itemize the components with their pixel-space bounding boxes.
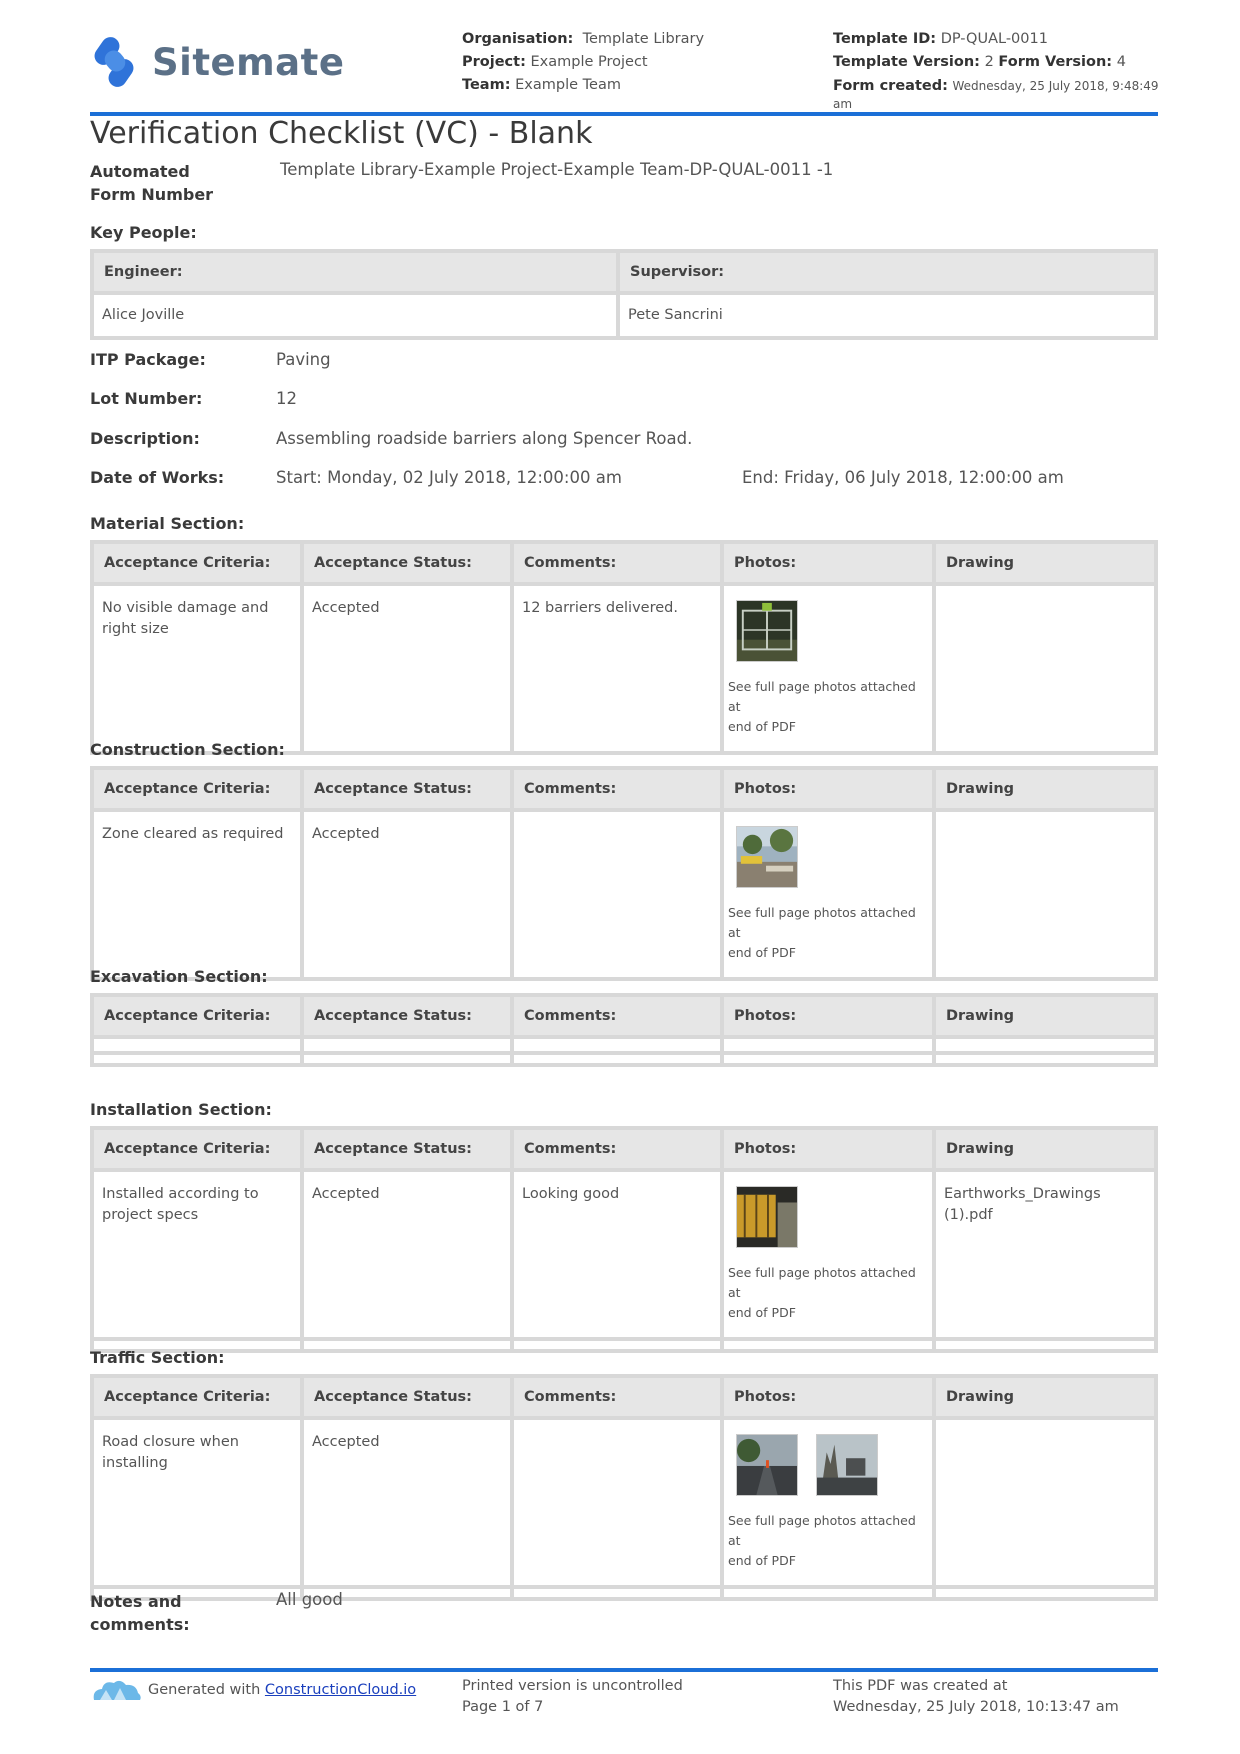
photo-thumbnail[interactable] — [736, 1434, 798, 1496]
team-value: Example Team — [515, 77, 621, 93]
status-cell: Accepted — [302, 1418, 512, 1587]
form-version-value: 4 — [1116, 54, 1126, 70]
col-photos: Photos: — [722, 1128, 934, 1170]
col-drawing: Drawing — [934, 542, 1156, 584]
lot-number-value: 12 — [276, 389, 297, 408]
page-number: Page 1 of 7 — [462, 1699, 544, 1715]
col-photos: Photos: — [722, 1376, 934, 1418]
col-drawing: Drawing — [934, 1128, 1156, 1170]
col-photos: Photos: — [722, 995, 934, 1037]
generated-prefix: Generated with — [148, 1681, 261, 1698]
header-template-info — [833, 28, 1163, 113]
photo-thumbnail[interactable] — [736, 826, 798, 888]
sitemate-logo-icon — [92, 32, 138, 92]
organisation-value: Template Library — [582, 31, 705, 47]
pdf-created-line2: Wednesday, 25 July 2018, 10:13:47 am — [833, 1699, 1119, 1715]
date-of-works-label: Date of Works: — [90, 468, 225, 487]
template-version-value: 2 — [984, 54, 994, 70]
construction-cloud-link[interactable]: ConstructionCloud.io — [264, 1681, 417, 1698]
col-acceptance-criteria: Acceptance Criteria: — [92, 1128, 302, 1170]
key-people-table — [90, 249, 1158, 340]
status-cell: Accepted — [302, 810, 512, 979]
table-row — [92, 584, 1156, 753]
engineer-label: Engineer: — [92, 251, 618, 293]
photo-thumbnail[interactable] — [736, 600, 798, 662]
supervisor-value: Pete Sancrini — [618, 293, 1156, 338]
itp-package-label: ITP Package: — [90, 350, 206, 369]
organisation-label: Organisation: — [462, 31, 574, 47]
col-acceptance-status: Acceptance Status: — [302, 768, 512, 810]
end-date-value: End: Friday, 06 July 2018, 12:00:00 am — [742, 468, 1064, 487]
form-number-label — [90, 160, 213, 206]
photos-cell — [722, 584, 934, 753]
criteria-cell: No visible damage and right size — [92, 584, 302, 753]
team-label: Team: — [462, 77, 511, 93]
table-row — [92, 1418, 1156, 1587]
table-row — [92, 1170, 1156, 1339]
material-section-heading: Material Section: — [90, 514, 245, 533]
criteria-cell: Zone cleared as required — [92, 810, 302, 979]
col-acceptance-criteria: Acceptance Criteria: — [92, 995, 302, 1037]
col-drawing: Drawing — [934, 768, 1156, 810]
form-number-label-line1: Automated — [90, 162, 190, 181]
photo-caption: See full page photos attached at end of PDF — [728, 1513, 916, 1568]
col-comments: Comments: — [512, 1376, 722, 1418]
drawing-cell — [934, 810, 1156, 979]
photo-caption: See full page photos attached at end of PDF — [728, 679, 916, 734]
col-comments: Comments: — [512, 542, 722, 584]
col-acceptance-status: Acceptance Status: — [302, 1128, 512, 1170]
drawing-cell — [934, 584, 1156, 753]
table-row — [92, 810, 1156, 979]
photos-cell — [722, 1170, 934, 1339]
lot-number-label: Lot Number: — [90, 389, 203, 408]
itp-package-value: Paving — [276, 350, 331, 369]
excavation-section-table — [90, 993, 1158, 1067]
header-project-info — [462, 28, 704, 97]
col-acceptance-status: Acceptance Status: — [302, 542, 512, 584]
photo-thumbnail[interactable] — [816, 1434, 878, 1496]
col-acceptance-criteria: Acceptance Criteria: — [92, 1376, 302, 1418]
installation-section-table — [90, 1126, 1158, 1353]
table-row — [92, 1053, 1156, 1065]
pdf-created-line1: This PDF was created at — [833, 1678, 1008, 1694]
key-people-heading: Key People: — [90, 223, 197, 242]
engineer-value: Alice Joville — [92, 293, 618, 338]
description-label: Description: — [90, 429, 200, 448]
comments-cell — [512, 810, 722, 979]
description-value: Assembling roadside barriers along Spencer Road. — [276, 429, 693, 448]
criteria-cell: Road closure when installing — [92, 1418, 302, 1587]
sitemate-logo — [92, 30, 352, 94]
notes-value: All good — [276, 1590, 343, 1609]
table-row — [92, 1037, 1156, 1053]
template-id-label: Template ID: — [833, 31, 937, 47]
construction-section-table — [90, 766, 1158, 981]
col-photos: Photos: — [722, 768, 934, 810]
photo-caption: See full page photos attached at end of PDF — [728, 905, 916, 960]
comments-cell — [512, 1418, 722, 1587]
footer-generated — [90, 1678, 416, 1702]
form-number-value: Template Library-Example Project-Example Team-DP-QUAL-0011 -1 — [280, 160, 834, 179]
col-photos: Photos: — [722, 542, 934, 584]
comments-cell: 12 barriers delivered. — [512, 584, 722, 753]
form-created-label: Form created: — [833, 78, 948, 94]
col-comments: Comments: — [512, 1128, 722, 1170]
col-acceptance-criteria: Acceptance Criteria: — [92, 768, 302, 810]
status-cell: Accepted — [302, 1170, 512, 1339]
col-comments: Comments: — [512, 995, 722, 1037]
drawing-cell[interactable]: Earthworks_Drawings (1).pdf — [934, 1170, 1156, 1339]
template-id-value: DP-QUAL-0011 — [940, 31, 1048, 47]
page-title: Verification Checklist (VC) - Blank — [90, 116, 593, 151]
form-created-value: Wednesday, 25 July 2018, 9:48:49 — [952, 79, 1159, 93]
footer-created-info — [833, 1676, 1119, 1718]
traffic-section-heading: Traffic Section: — [90, 1348, 225, 1367]
col-comments: Comments: — [512, 768, 722, 810]
template-version-label: Template Version: — [833, 54, 980, 70]
project-label: Project: — [462, 54, 526, 70]
col-drawing: Drawing — [934, 1376, 1156, 1418]
footer-print-info — [462, 1676, 683, 1718]
criteria-cell: Installed according to project specs — [92, 1170, 302, 1339]
photos-cell — [722, 810, 934, 979]
col-acceptance-criteria: Acceptance Criteria: — [92, 542, 302, 584]
construction-section-heading: Construction Section: — [90, 740, 285, 759]
notes-label-line2: comments: — [90, 1615, 190, 1634]
photo-caption: See full page photos attached at end of PDF — [728, 1265, 916, 1320]
brand-name: Sitemate — [152, 40, 345, 84]
form-number-label-line2: Form Number — [90, 185, 214, 204]
table-row — [92, 1587, 1156, 1599]
installation-section-heading: Installation Section: — [90, 1100, 272, 1119]
supervisor-label: Supervisor: — [618, 251, 1156, 293]
col-acceptance-status: Acceptance Status: — [302, 995, 512, 1037]
construction-cloud-icon — [90, 1678, 142, 1702]
form-created-suffix: am — [833, 97, 853, 111]
material-section-table — [90, 540, 1158, 755]
photos-cell — [722, 1418, 934, 1587]
footer-divider — [90, 1668, 1158, 1672]
project-value: Example Project — [530, 54, 648, 70]
traffic-section-table — [90, 1374, 1158, 1601]
comments-cell: Looking good — [512, 1170, 722, 1339]
notes-label-line1: Notes and — [90, 1592, 182, 1611]
col-acceptance-status: Acceptance Status: — [302, 1376, 512, 1418]
form-version-label: Form Version: — [998, 54, 1113, 70]
col-drawing: Drawing — [934, 995, 1156, 1037]
excavation-section-heading: Excavation Section: — [90, 967, 268, 986]
drawing-cell — [934, 1418, 1156, 1587]
photo-thumbnail[interactable] — [736, 1186, 798, 1248]
notes-label — [90, 1590, 190, 1636]
uncontrolled-notice: Printed version is uncontrolled — [462, 1678, 683, 1694]
start-date-value: Start: Monday, 02 July 2018, 12:00:00 am — [276, 468, 622, 487]
status-cell: Accepted — [302, 584, 512, 753]
table-row — [92, 1339, 1156, 1351]
